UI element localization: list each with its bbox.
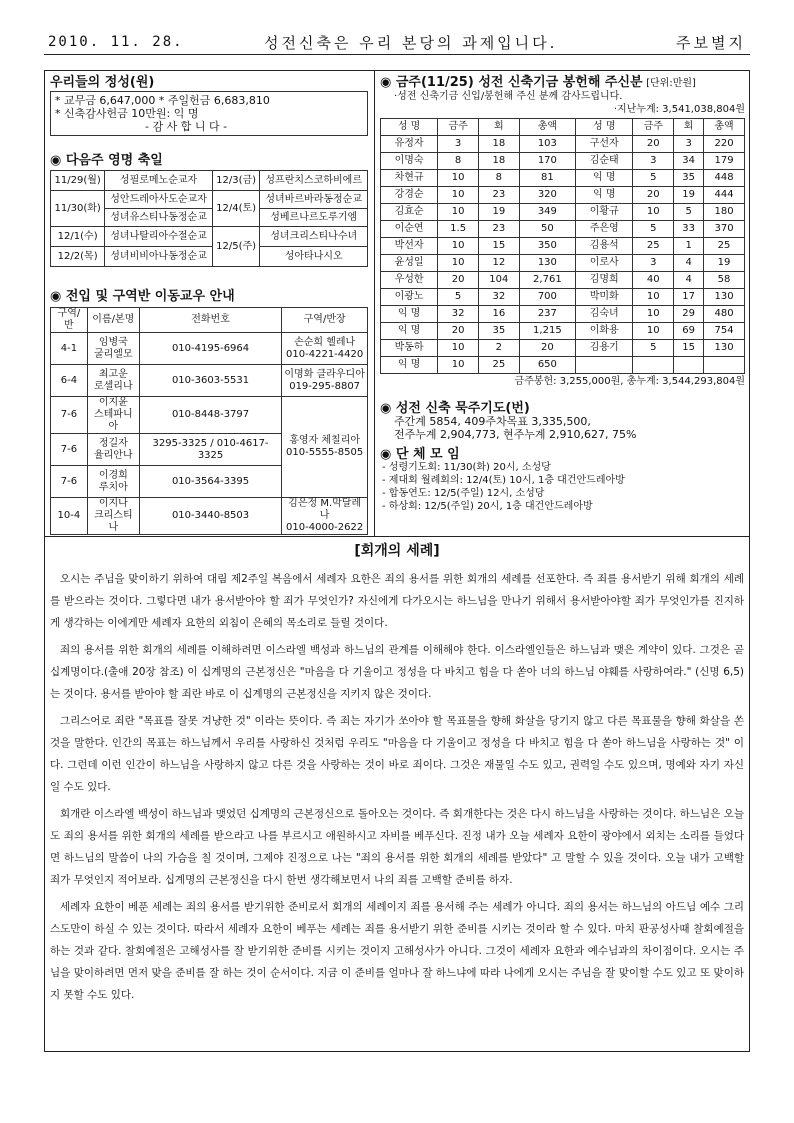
move-leader: 손순희 헬레나 010-4221-4420	[282, 333, 368, 365]
fund-cell: 5	[633, 170, 674, 187]
rosary-title: ◉ 성전 신축 묵주기도(번)	[380, 401, 530, 416]
fund-cell: 4	[674, 272, 704, 289]
fund-row	[381, 238, 745, 255]
fund-cell: 강경순	[381, 187, 438, 204]
move-title: ◉ 전입 및 구역반 이동교우 안내	[50, 289, 235, 304]
fund-cell	[674, 357, 704, 374]
fund-cell: 김용석	[576, 238, 633, 255]
fund-cell: 130	[704, 289, 745, 306]
fund-cell: 5	[633, 221, 674, 238]
fund-row	[381, 272, 745, 289]
fund-cell: 익 명	[576, 170, 633, 187]
fund-row	[381, 340, 745, 357]
article-paragraph: 세례자 요한이 베푼 세례는 죄의 용서를 받기위한 준비로서 회개의 세례이지 죄를 용서해 주는 세례가 아니다. 죄의 용서는 하느님의 아드님 예수 그리스도만이 하실 수 있는 것이다. 따라서 세례자 요한이 베푸는 세례는 죄를 용서받기 위한 준비를 시키는 것이라 할 수 있다. 마치 판공성사때 찰회예절을 하는 것과 같다. 찰회예절은 고해성사를 잘 받기위한 준비를 시키는 것이지 고해성사가 아니다. 그것이 세례자 요한과 예수님과의 차이점이다. 오시는 주님을 맞이하려면 먼저 맞을 준비를 잘 하는 것이 순서이다. 지금 이 준비를 얼마나 잘 하느냐에 따라 나에게 오시는 주님을 잘 맞이할 수도 있고 또 맞이하지 못할 수도 있다.	[50, 901, 744, 1001]
fund-cell: 34	[674, 153, 704, 170]
feast-date: 11/29(월)	[51, 171, 105, 191]
fund-head: 금주	[633, 119, 674, 136]
group-item: - 제대회 월례회의: 12/4(토) 10시, 1층 대건안드레아방	[382, 475, 625, 486]
fund-cell: 170	[519, 153, 576, 170]
fund-cell: 3	[438, 136, 479, 153]
move-phone: 010-3603-5531	[139, 365, 281, 397]
fund-cell: 4	[674, 255, 704, 272]
fund-cell: 35	[479, 323, 520, 340]
fund-row	[381, 187, 745, 204]
move-phone: 010-4195-6964	[139, 333, 281, 365]
feast-date: 12/2(목)	[51, 247, 105, 267]
fund-cell: 익 명	[381, 323, 438, 340]
fund-cell: 220	[704, 136, 745, 153]
fund-cell: 5	[438, 289, 479, 306]
fund-cell: 2,761	[519, 272, 576, 289]
fund-cell: 3	[633, 153, 674, 170]
fund-cell: 10	[438, 170, 479, 187]
feast-table	[50, 170, 368, 267]
fund-cell: 2	[479, 340, 520, 357]
fund-cell: 32	[438, 306, 479, 323]
feast-saint: 성녀나탈리아수절순교	[105, 227, 213, 247]
fund-cell: 15	[479, 238, 520, 255]
move-person: 최고운 로셀리나	[87, 365, 139, 397]
fund-cell: 이광노	[381, 289, 438, 306]
fund-cell: 18	[479, 136, 520, 153]
fund-row	[381, 255, 745, 272]
issue-date: 2010. 11. 28.	[48, 34, 184, 50]
fund-cell: 25	[633, 238, 674, 255]
fund-cell: 20	[633, 187, 674, 204]
fund-cell: 이명숙	[381, 153, 438, 170]
fund-cell: 25	[704, 238, 745, 255]
fund-head: 성 명	[381, 119, 438, 136]
feast-date: 12/4(토)	[212, 191, 260, 227]
fund-cell: 1	[674, 238, 704, 255]
fund-cell: 10	[438, 204, 479, 221]
fund-cell: 180	[704, 204, 745, 221]
offering-box	[50, 91, 368, 136]
fund-cumulative: ·지난누계: 3,541,038,804원	[613, 104, 745, 115]
fund-head: 회	[479, 119, 520, 136]
fund-cell: 754	[704, 323, 745, 340]
fund-head: 금주	[438, 119, 479, 136]
move-head: 이름/본명	[87, 308, 139, 333]
parish-motto: 성전신축은 우리 본당의 과제입니다.	[264, 34, 558, 52]
feast-date: 12/5(주)	[212, 227, 260, 267]
fund-row	[381, 357, 745, 374]
fund-cell: 10	[438, 255, 479, 272]
article-paragraph: 오시는 주님을 맞이하기 위하여 대림 제2주일 복음에서 세례자 요한은 죄의 용서를 위한 회개의 세례를 선포한다. 즉 죄를 용서받기 위해 회개의 세례를 받으라는 것이다. 그렇다면 내가 용서받아야 할 죄가 무엇인가? 자신에게 다가오시는 하느님을 만나기 위해서 용서받아야할 죄가 무엇인가를 진지하게 생각하는 이에게만 세례자 요한의 외침이 은혜의 목소리로 들릴 것이다.	[50, 573, 744, 629]
feast-saint: 성녀바르바라동정순교	[260, 191, 368, 209]
fund-cell: 이화용	[576, 323, 633, 340]
fund-cell: 8	[438, 153, 479, 170]
article-paragraph: 그리스어로 죄란 "목표를 잘못 겨냥한 것" 이라는 뜻이다. 즉 죄는 자기가 쏘아야 할 목표물을 향해 화살을 당기지 않고 다른 목표물을 향해 화살을 쏜 것을 말한다. 인간의 목표는 하느님께서 우리를 사랑하신 것처럼 우리도 "마음을 다 기울이고 정성을 다 바치고 힘을 다 쏟아 하느님을 사랑하는 것" 이다. 그런데 이런 인간이 하느님을 사랑하지 않고 다른 것을 사랑하는 것이 바로 죄이다. 그것은 재물일 수도 있고, 권력일 수도 있으며, 명예와 자기 자신일 수도 있다.	[50, 715, 744, 793]
fund-cell: 480	[704, 306, 745, 323]
fund-cell: 69	[674, 323, 704, 340]
feast-section	[50, 154, 368, 267]
fund-cell: 차현규	[381, 170, 438, 187]
fund-subtitle: ·성전 신축기금 신입/봉헌해 주신 분께 감사드립니다.	[394, 91, 623, 102]
feast-saint: 성필로메노순교자	[105, 171, 213, 191]
fund-cell: 104	[479, 272, 520, 289]
fund-cell: 35	[674, 170, 704, 187]
fund-cell: 5	[633, 340, 674, 357]
article-paragraph: 회개란 이스라엘 백성이 하느님과 맺었던 십계명의 근본정신으로 돌아오는 것이다. 즉 회개한다는 것은 다시 하느님을 사랑하는 것이다. 하느님은 오늘도 죄의 용서를 위한 회개의 세례를 받으라고 나를 부르시고 애원하시고 자비를 베푸신다. 진정 내가 오늘 세례자 요한이 광야에서 외치는 소리를 들었다면 하느님의 말씀이 나의 가슴을 칠 것이며, 그제야 진정으로 나는 "죄의 용서를 위한 회개의 세례를 받았다" 고 말할 수 있을 것이다. 오늘 내가 고백할 죄가 무엇인지 적어보라. 십계명의 근본정신을 다시 한번 생각해보면서 나의 죄를 고백할 준비를 하자.	[50, 808, 744, 886]
move-table	[50, 307, 368, 535]
feast-title: ◉ 다음주 영명 축일	[50, 153, 163, 168]
fund-cell: 23	[479, 187, 520, 204]
fund-cell: 유정자	[381, 136, 438, 153]
fund-cell: 우성한	[381, 272, 438, 289]
move-person: 이지나 크리스티나	[87, 498, 139, 535]
article-paragraph: 죄의 용서를 위한 회개의 세례를 이해하려면 이스라엘 백성과 하느님의 관계를 이해해야 한다. 이스라엘인들은 하느님과 맺은 계약이 있다. 그것은 곧 십계명이다.(출애 20장 참조) 이 십계명의 근본정신은 "마음을 다 기울이고 정성을 다 바치고 힘을 다 쏟아 너의 하느님 야훼를 사랑하여라." (신명 6,5)는 것이다. 용서를 받아야 할 죄란 바로 이 십계명의 근본정신을 지키지 않은 것이다.	[50, 644, 744, 700]
fund-cell: 29	[674, 306, 704, 323]
fund-cell: 이로사	[576, 255, 633, 272]
fund-cell: 윤성일	[381, 255, 438, 272]
fund-cell: 448	[704, 170, 745, 187]
fund-row	[381, 136, 745, 153]
fund-cell: 17	[674, 289, 704, 306]
fund-cell: 19	[479, 204, 520, 221]
fund-cell: 81	[519, 170, 576, 187]
fund-title: ◉ 금주(11/25) 성전 신축기금 봉헌해 주신분	[380, 75, 643, 90]
fund-unit: [단위:만원]	[646, 78, 696, 89]
feast-date: 11/30(화)	[51, 191, 105, 227]
fund-cell: 김효순	[381, 204, 438, 221]
group-item: - 성령기도회: 11/30(화) 20시, 소성당	[382, 462, 551, 473]
fund-cell: 10	[438, 340, 479, 357]
offering-title: 우리들의 정성(원)	[50, 75, 155, 90]
fund-cell: 19	[704, 255, 745, 272]
fund-cell: 박미화	[576, 289, 633, 306]
group-title: ◉ 단 체 모 임	[380, 447, 460, 462]
fund-cell: 58	[704, 272, 745, 289]
fund-head: 총액	[704, 119, 745, 136]
fund-cell: 130	[519, 255, 576, 272]
fund-row	[381, 153, 745, 170]
fund-cell: 350	[519, 238, 576, 255]
move-area: 7-6	[51, 466, 88, 498]
fund-head: 총액	[519, 119, 576, 136]
fund-cell: 10	[633, 323, 674, 340]
move-area: 10-4	[51, 498, 88, 535]
fund-head: 성 명	[576, 119, 633, 136]
section-divider	[44, 536, 750, 537]
offering-section	[50, 76, 368, 136]
fund-row	[381, 204, 745, 221]
fund-cell: 1,215	[519, 323, 576, 340]
rosary-line: 전주누계 2,904,773, 현주누계 2,910,627, 75%	[394, 428, 637, 441]
fund-cell: 12	[479, 255, 520, 272]
fund-row	[381, 306, 745, 323]
rosary-line: 주간계 5854, 409주차목표 3,335,500,	[394, 415, 591, 428]
move-phone: 010-3564-3395	[139, 466, 281, 498]
group-item: - 합동연도: 12/5(주일) 12시, 소성당	[382, 488, 545, 499]
fund-cell: 130	[704, 340, 745, 357]
move-area: 4-1	[51, 333, 88, 365]
fund-cell: 237	[519, 306, 576, 323]
move-person: 정길자 율리안나	[87, 434, 139, 466]
move-area: 7-6	[51, 397, 88, 434]
fund-cell: 179	[704, 153, 745, 170]
fund-cell: 444	[704, 187, 745, 204]
fund-cell: 10	[438, 238, 479, 255]
fund-cell: 23	[479, 221, 520, 238]
fund-cell	[633, 357, 674, 374]
feast-date: 12/1(수)	[51, 227, 105, 247]
fund-cell: 15	[674, 340, 704, 357]
fund-cell: 10	[633, 289, 674, 306]
fund-cell: 이황규	[576, 204, 633, 221]
fund-cell: 3	[633, 255, 674, 272]
fund-cell: 김순태	[576, 153, 633, 170]
feast-saint: 성녀크리스티나수녀	[260, 227, 368, 247]
feast-saint: 성녀비비아나동정순교	[105, 247, 213, 267]
move-person: 임병국 굴리엘모	[87, 333, 139, 365]
fund-cell: 650	[519, 357, 576, 374]
fund-cell: 16	[479, 306, 520, 323]
fund-cell: 10	[438, 187, 479, 204]
rosary-section	[380, 402, 745, 441]
feast-saint: 성프란치스코하비에르	[260, 171, 368, 191]
feast-date: 12/3(금)	[212, 171, 260, 191]
fund-cell: 5	[674, 204, 704, 221]
column-divider	[374, 70, 375, 536]
page-header	[44, 30, 750, 55]
fund-cell: 익 명	[576, 187, 633, 204]
fund-cell: 33	[674, 221, 704, 238]
move-phone: 3295-3325 / 010-4617-3325	[139, 434, 281, 466]
fund-cell: 32	[479, 289, 520, 306]
fund-table	[380, 118, 745, 374]
fund-cell: 20	[438, 272, 479, 289]
move-head: 구역/반	[51, 308, 88, 333]
move-head: 구역/반장	[282, 308, 368, 333]
fund-cell: 박선자	[381, 238, 438, 255]
fund-cell: 700	[519, 289, 576, 306]
article	[50, 540, 744, 1011]
fund-row	[381, 221, 745, 238]
fund-cell: 20	[438, 323, 479, 340]
fund-row	[381, 170, 745, 187]
bulletin-label: 주보별지	[676, 34, 746, 52]
move-area: 7-6	[51, 434, 88, 466]
fund-cell: 김용기	[576, 340, 633, 357]
fund-cell: 김명희	[576, 272, 633, 289]
move-area: 6-4	[51, 365, 88, 397]
fund-cell: 349	[519, 204, 576, 221]
fund-cell: 이순연	[381, 221, 438, 238]
fund-cell: 익 명	[381, 357, 438, 374]
fund-cell: 20	[633, 136, 674, 153]
offering-thanks: - 감 사 합 니 다 -	[145, 120, 228, 133]
fund-cell: 103	[519, 136, 576, 153]
move-head: 전화번호	[139, 308, 281, 333]
move-section	[50, 290, 368, 535]
move-person: 이경희 루치아	[87, 466, 139, 498]
fund-cell: 10	[633, 306, 674, 323]
fund-cell: 40	[633, 272, 674, 289]
fund-cell: 370	[704, 221, 745, 238]
fund-section	[380, 76, 745, 388]
fund-cell: 320	[519, 187, 576, 204]
fund-cell: 8	[479, 170, 520, 187]
fund-cell: 18	[479, 153, 520, 170]
move-phone: 010-3440-8503	[139, 498, 281, 535]
fund-cell: 10	[633, 204, 674, 221]
move-leader: 이명화 클라우디아 019-295-8807	[282, 365, 368, 397]
offering-line: * 교무금 6,647,000 * 주일헌금 6,683,810	[55, 94, 270, 107]
feast-saint: 성베르나르도루기엠	[260, 209, 368, 227]
move-leader: 홍영자 체칠리아 010-5555-8505	[282, 397, 368, 498]
fund-cell: 3	[674, 136, 704, 153]
fund-cell: 50	[519, 221, 576, 238]
fund-cell: 구선자	[576, 136, 633, 153]
group-section	[380, 448, 745, 513]
fund-cell: 1.5	[438, 221, 479, 238]
fund-cell: 10	[438, 357, 479, 374]
feast-saint: 성아타나시오	[260, 247, 368, 267]
offering-line: * 신축감사헌금 10만원: 익 명	[55, 107, 199, 120]
feast-saint: 성안드레아사도순교자	[105, 191, 213, 209]
fund-cell: 19	[674, 187, 704, 204]
fund-cell: 25	[479, 357, 520, 374]
fund-row	[381, 289, 745, 306]
move-phone: 010-8448-3797	[139, 397, 281, 434]
fund-cell: 익 명	[381, 306, 438, 323]
feast-saint: 성녀유스티나동정순교	[105, 209, 213, 227]
fund-cell	[704, 357, 745, 374]
article-title: [회개의 세례]	[354, 543, 440, 559]
fund-cell: 김숙녀	[576, 306, 633, 323]
fund-cell: 20	[519, 340, 576, 357]
fund-total: 금주봉헌: 3,255,000원, 총누계: 3,544,293,804원	[514, 376, 745, 387]
fund-cell: 박동하	[381, 340, 438, 357]
group-item: - 하상회: 12/5(주일) 20시, 1층 대건안드레아방	[382, 501, 593, 512]
fund-head: 회	[674, 119, 704, 136]
fund-cell	[576, 357, 633, 374]
move-leader: 김은정 M.막달레나 010-4000-2622	[282, 498, 368, 535]
fund-row	[381, 323, 745, 340]
fund-cell: 주은영	[576, 221, 633, 238]
move-person: 이지윤 스테파니아	[87, 397, 139, 434]
